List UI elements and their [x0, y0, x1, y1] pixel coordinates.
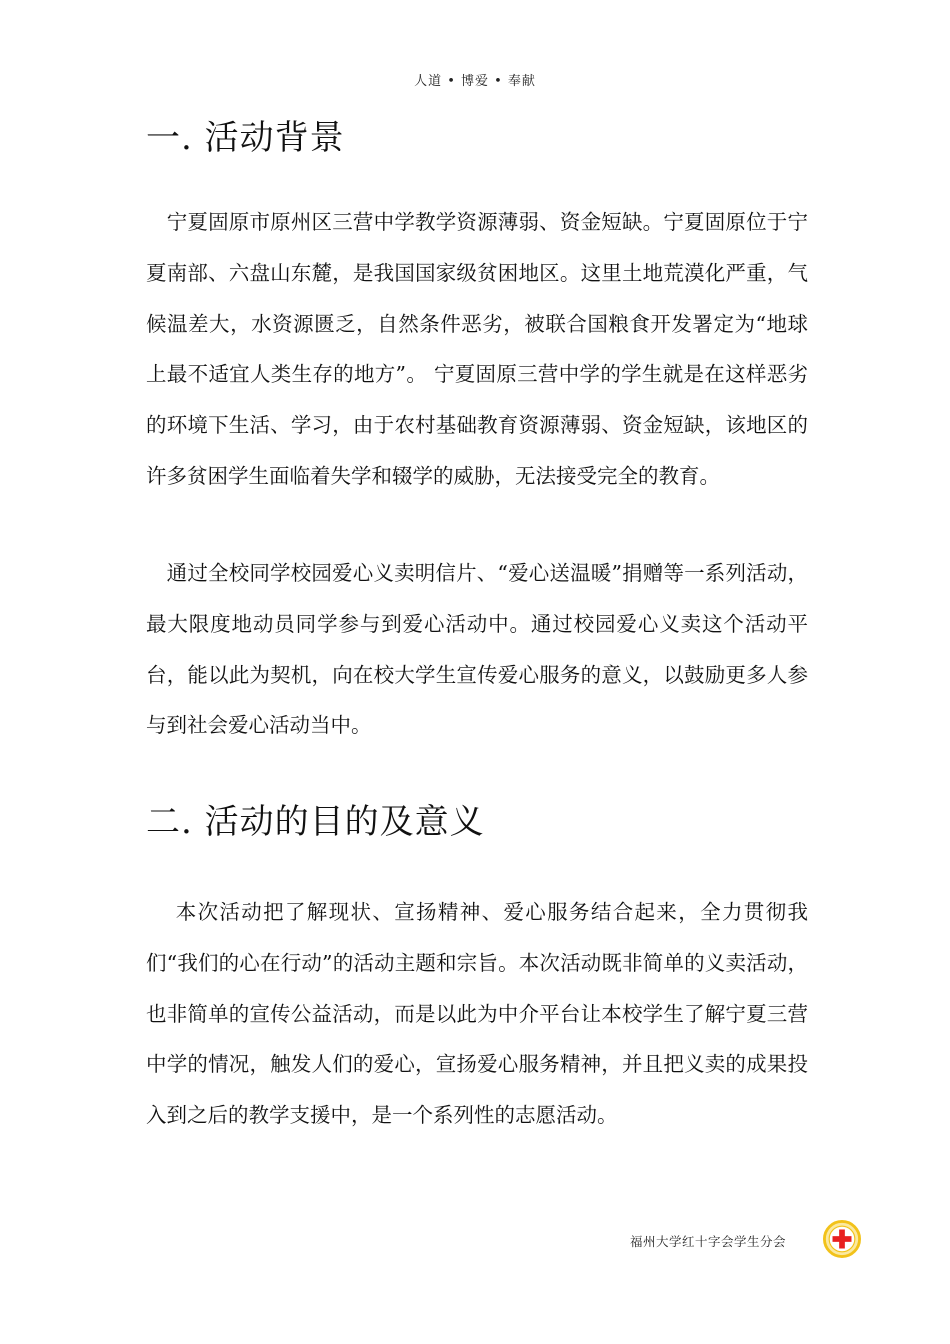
section-title-background: 一. 活动背景	[146, 118, 345, 158]
red-cross-emblem-icon	[823, 1220, 861, 1258]
paragraph-background-1: 宁夏固原市原州区三营中学教学资源薄弱、资金短缺。宁夏固原位于宁夏南部、六盘山东麓，是我国国家级贫困地区。这里土地荒漠化严重，气候温差大，水资源匮乏，自然条件恶劣，被联合国粮食开发署定为“地球上最不适宜人类生存的地方”。 宁夏固原三营中学的学生就是在这样恶劣的环境下生活、学习，由于农村基础教育资源薄弱、资金短缺，该地区的许多贫困学生面临着失学和辍学的威胁，无法接受完全的教育。	[146, 210, 808, 488]
section-title-purpose: 二. 活动的目的及意义	[146, 802, 485, 842]
page-footer	[560, 1222, 860, 1258]
paragraph-purpose-1: 本次活动把了解现状、宣扬精神、爱心服务结合起来，全力贯彻我们“我们的心在行动”的活动主题和宗旨。本次活动既非简单的义卖活动，也非简单的宣传公益活动，而是以此为中介平台让本校学生了解宁夏三营中学的情况，触发人们的爱心，宣扬爱心服务精神，并且把义卖的成果投入到之后的教学支援中，是一个系列性的志愿活动。	[146, 900, 808, 1128]
page-header-motto: 人道 • 博爱 • 奉献	[414, 74, 536, 89]
paragraph-background-2: 通过全校同学校园爱心义卖明信片、“爱心送温暖”捐赠等一系列活动，最大限度地动员同学参与到爱心活动中。通过校园爱心义卖这个活动平台，能以此为契机，向在校大学生宣传爱心服务的意义，以鼓励更多人参与到社会爱心活动当中。	[146, 561, 808, 738]
footer-organization-name: 福州大学红十字会学生分会	[630, 1234, 787, 1249]
